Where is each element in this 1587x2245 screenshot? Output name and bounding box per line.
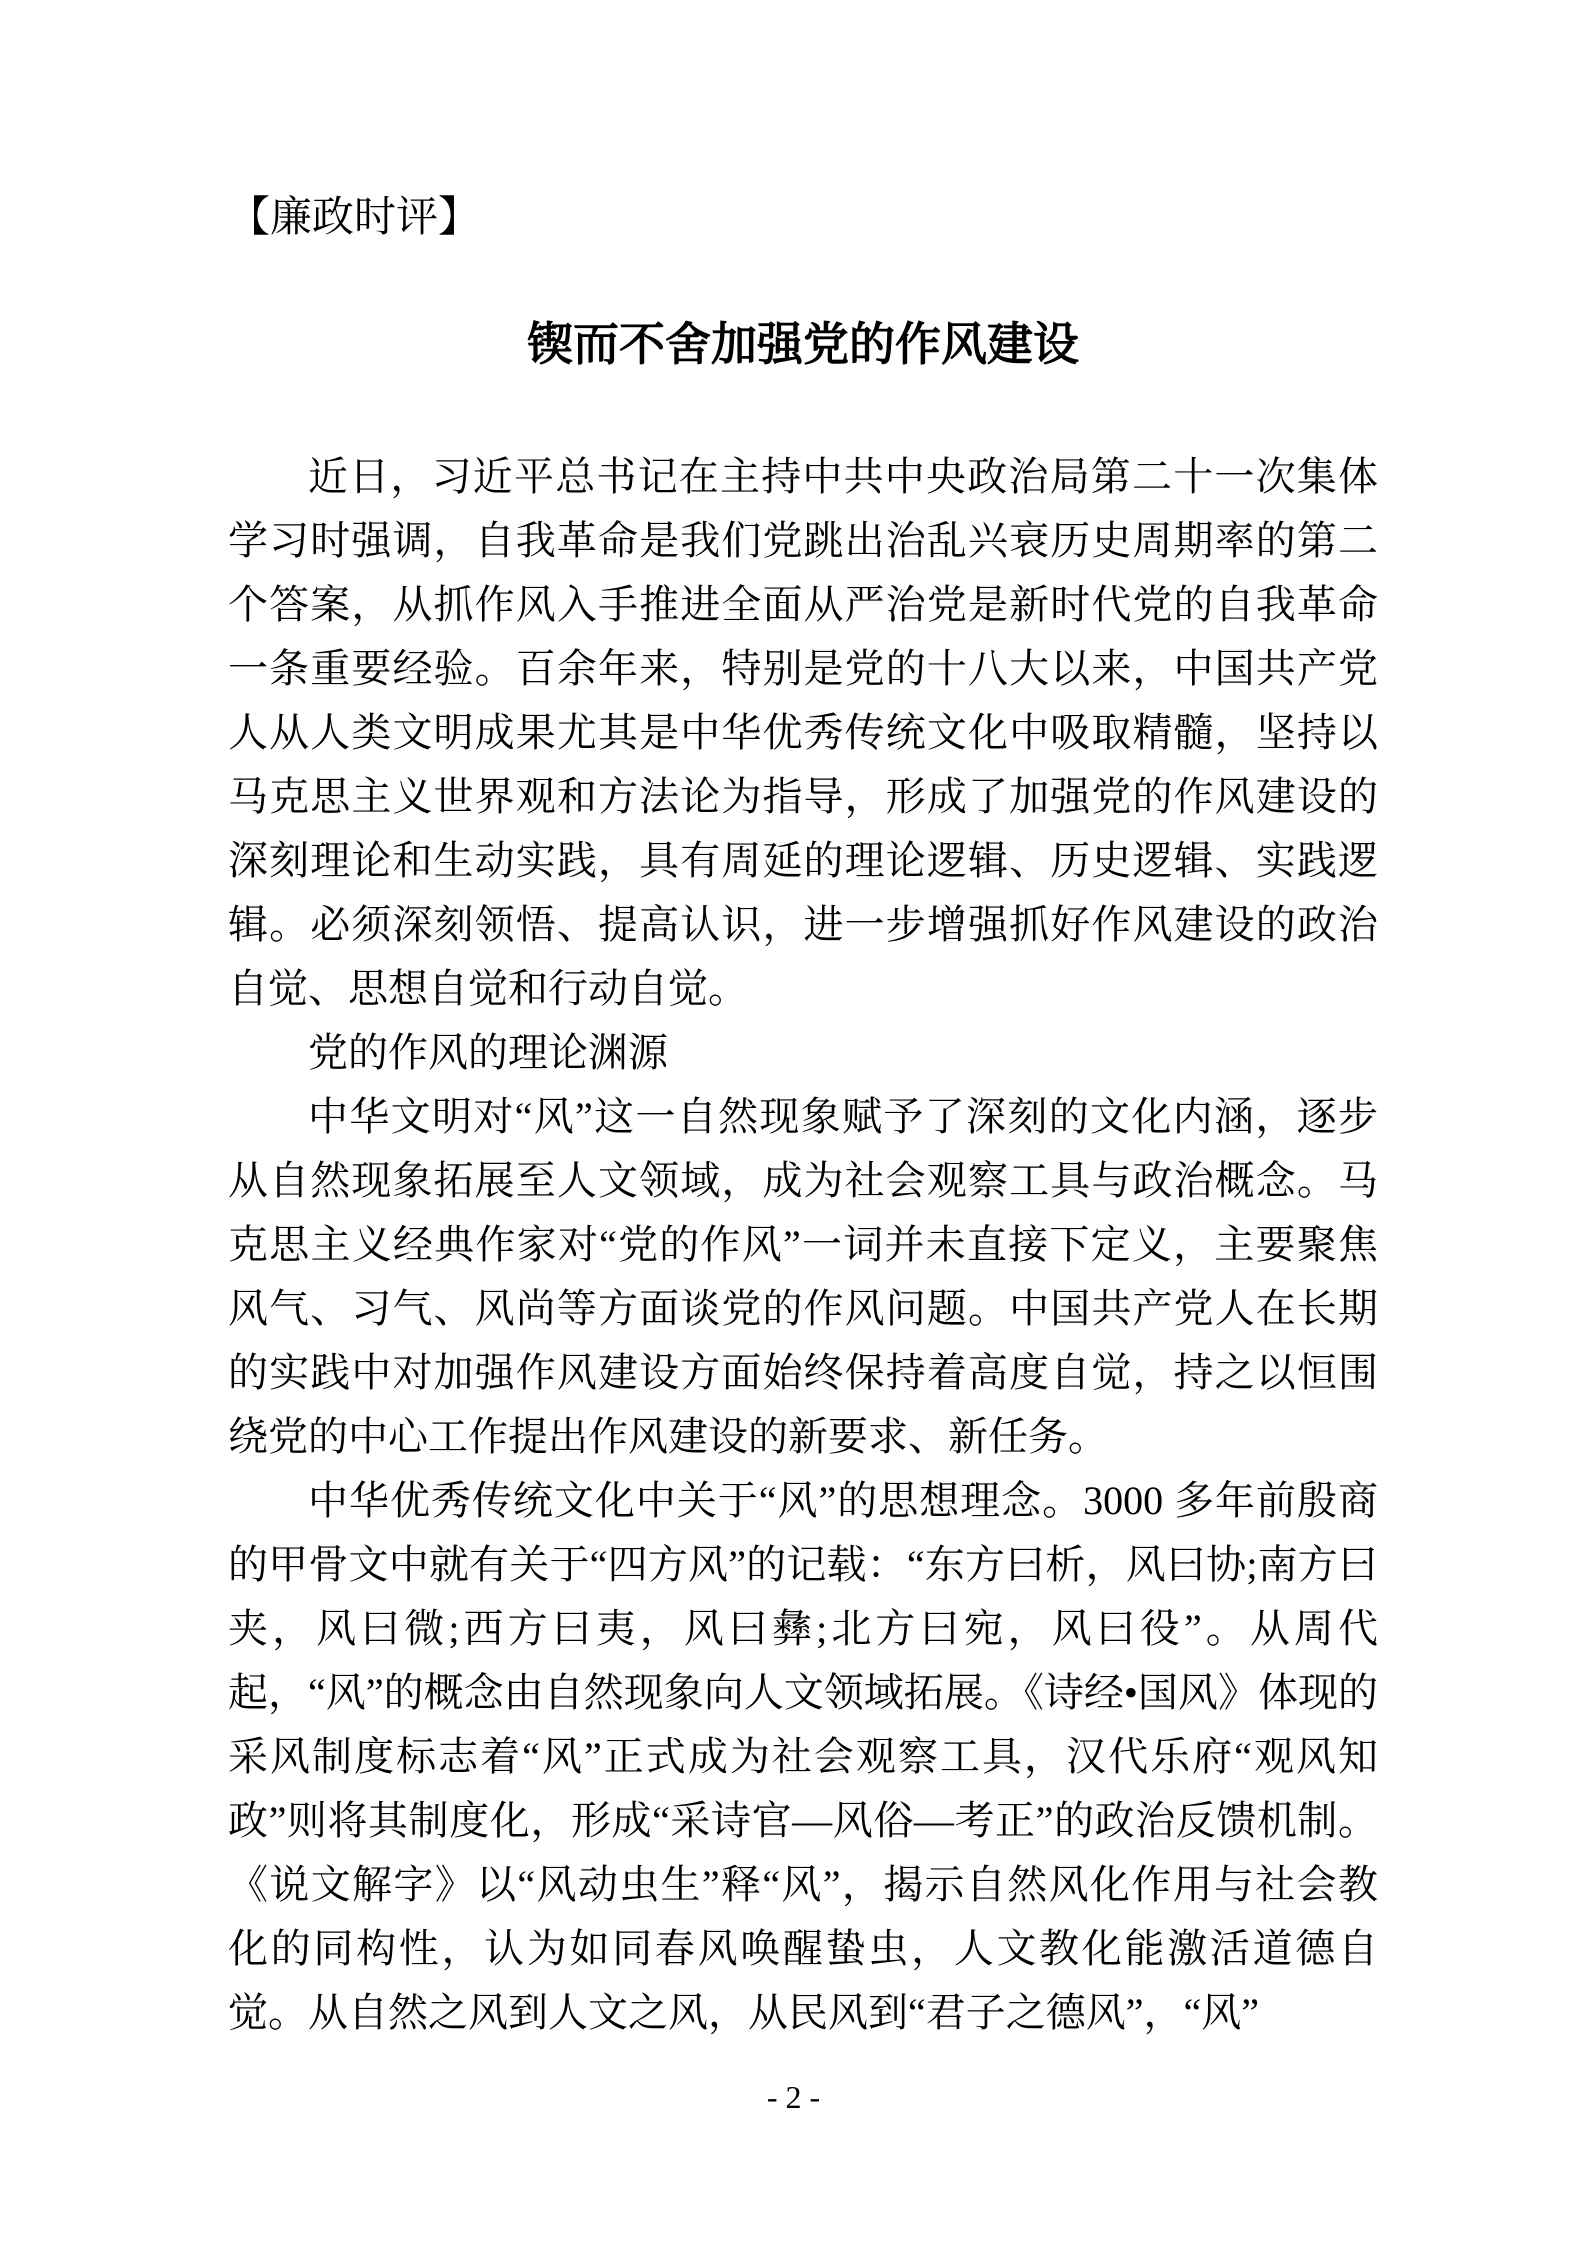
article-body	[228, 445, 1378, 2045]
article-title: 锲而不舍加强党的作风建设	[527, 319, 1079, 371]
document-content	[228, 0, 1378, 2045]
body-paragraph: 中华优秀传统文化中关于“风”的思想理念。3000 多年前殷商的甲骨文中就有关于“四方风”的记载：“东方曰析，风曰协;南方曰夹，风曰微;西方曰夷，风曰彝;北方曰宛，风曰役”。从周代起，“风”的概念由自然现象向人文领域拓展。《诗经•国风》体现的采风制度标志着“风”正式成为社会观察工具，汉代乐府“观风知政”则将其制度化，形成“采诗官—风俗—考正”的政治反馈机制。《说文解字》以“风动虫生”释“风”，揭示自然风化作用与社会教化的同构性，认为如同春风唤醒蛰虫，人文教化能激活道德自觉。从自然之风到人文之风，从民风到“君子之德风”，“风”	[228, 1477, 1378, 2035]
section-subheading: 党的作风的理论渊源	[308, 1029, 668, 1075]
page-number: - 2 -	[766, 2079, 821, 2115]
column-tag: 【廉政时评】	[228, 195, 481, 241]
body-paragraph: 中华文明对“风”这一自然现象赋予了深刻的文化内涵，逐步从自然现象拓展至人文领域，成为社会观察工具与政治概念。马克思主义经典作家对“党的作风”一词并未直接下定义，主要聚焦风气、习气、风尚等方面谈党的作风问题。中国共产党人在长期的实践中对加强作风建设方面始终保持着高度自觉，持之以恒围绕党的中心工作提出作风建设的新要求、新任务。	[228, 1093, 1378, 1459]
body-paragraph: 近日，习近平总书记在主持中共中央政治局第二十一次集体学习时强调，自我革命是我们党跳出治乱兴衰历史周期率的第二个答案，从抓作风入手推进全面从严治党是新时代党的自我革命一条重要经验。百余年来，特别是党的十八大以来，中国共产党人从人类文明成果尤其是中华优秀传统文化中吸取精髓，坚持以马克思主义世界观和方法论为指导，形成了加强党的作风建设的深刻理论和生动实践，具有周延的理论逻辑、历史逻辑、实践逻辑。必须深刻领悟、提高认识，进一步增强抓好作风建设的政治自觉、思想自觉和行动自觉。	[228, 453, 1378, 1011]
